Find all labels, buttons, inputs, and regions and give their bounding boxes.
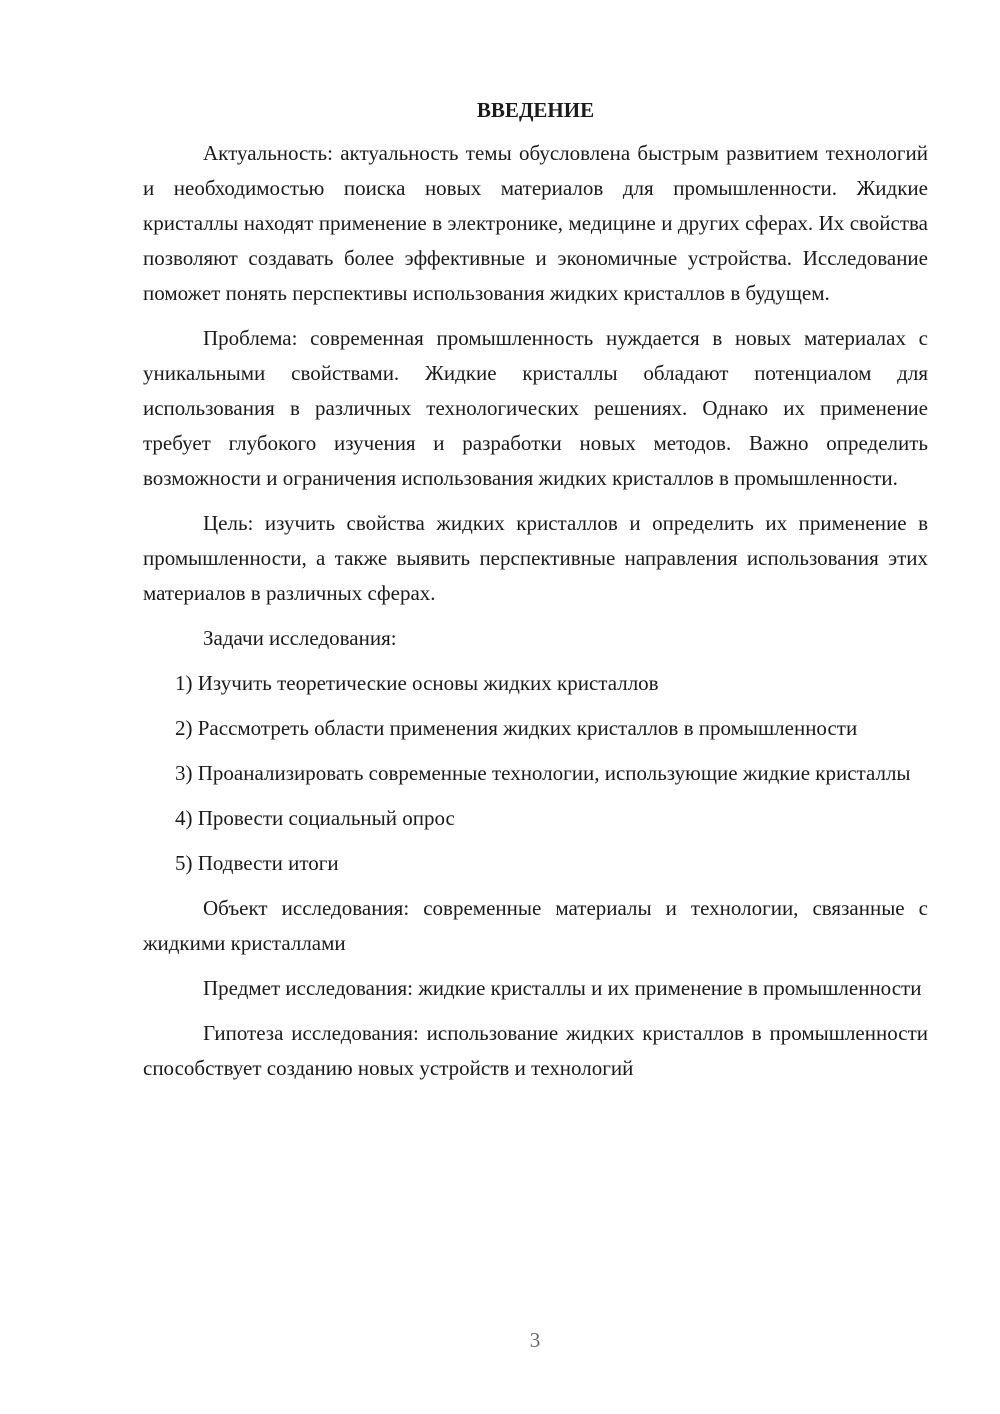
- page-number: 3: [529, 1328, 541, 1352]
- relevance-paragraph: Актуальность: актуальность темы обусловлена быстрым развитием технологий и необходимостью поиска новых материалов для промышленности. Жидкие кристаллы находят применение в электронике, медицине и других сферах. Их свойства позволяют создавать более эффективные и экономичные устройства. Исследование поможет понять перспективы использования жидких кристаллов в будущем.: [143, 141, 928, 305]
- task-item-3: 3) Проанализировать современные технологии, использующие жидкие кристаллы: [175, 761, 911, 785]
- section-title: ВВЕДЕНИЕ: [476, 98, 595, 122]
- object-paragraph: Объект исследования: современные материалы и технологии, связанные с жидкими кристаллами: [143, 896, 928, 955]
- problem-paragraph: Проблема: современная промышленность нуждается в новых материалах с уникальными свойствами. Жидкие кристаллы обладают потенциалом для использования в различных технологических решениях. Однако их применение требует глубокого изучения и разработки новых методов. Важно определить возможности и ограничения использования жидких кристаллов в промышленности.: [143, 326, 928, 490]
- task-item-4: 4) Провести социальный опрос: [175, 806, 455, 830]
- hypothesis-paragraph: Гипотеза исследования: использование жидких кристаллов в промышленности способствует созданию новых устройств и технологий: [143, 1021, 928, 1080]
- task-item-5: 5) Подвести итоги: [175, 851, 339, 875]
- goal-paragraph: Цель: изучить свойства жидких кристаллов и определить их применение в промышленности, а также выявить перспективные направления использования этих материалов в различных сферах.: [143, 511, 928, 605]
- subject-paragraph: Предмет исследования: жидкие кристаллы и их применение в промышленности: [203, 976, 922, 1000]
- task-item-2: 2) Рассмотреть области применения жидких кристаллов в промышленности: [175, 716, 858, 740]
- document-page: [143, 92, 928, 1096]
- tasks-heading: Задачи исследования:: [203, 626, 397, 650]
- task-item-1: 1) Изучить теоретические основы жидких кристаллов: [175, 671, 659, 695]
